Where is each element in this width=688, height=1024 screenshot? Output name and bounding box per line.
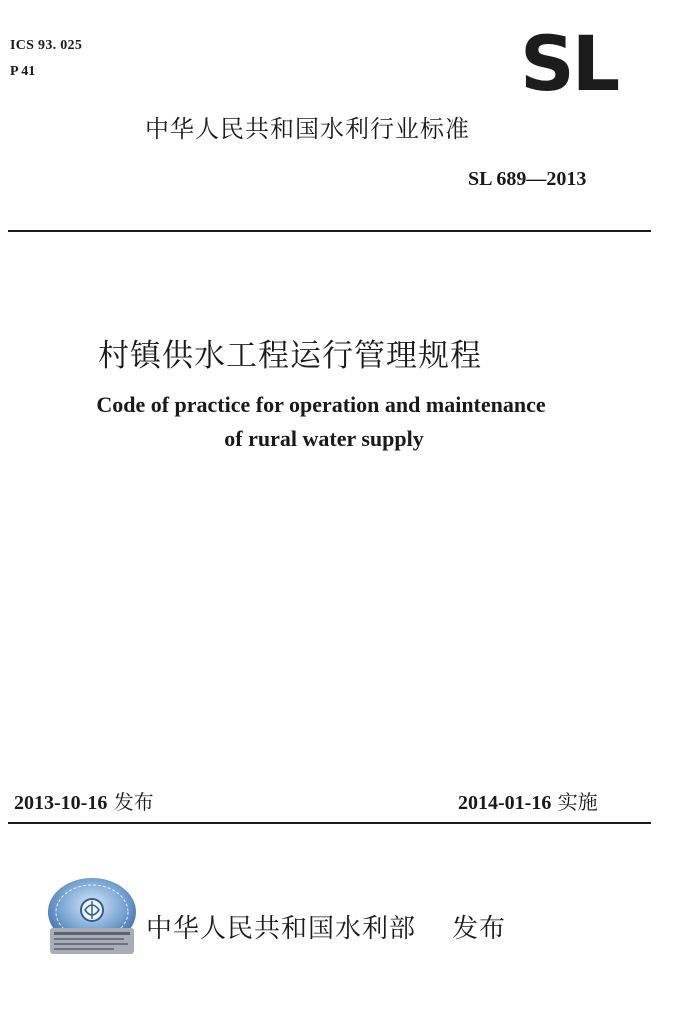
implement-label: 实施 — [557, 790, 598, 814]
ics-code: ICS 93. 025 — [10, 38, 83, 53]
bottom-divider — [8, 822, 651, 824]
standard-category-title: 中华人民共和国水利行业标准 — [145, 115, 470, 143]
issue-label: 发布 — [113, 790, 154, 814]
document-title-english-line1: Code of practice for operation and maintenance — [96, 392, 546, 417]
sl-logo — [520, 19, 640, 108]
sl-logo-text: SL — [520, 19, 618, 108]
issue-date-line — [14, 786, 154, 815]
hologram-seal-icon — [44, 876, 140, 962]
issue-date: 2013-10-16 — [14, 792, 108, 814]
ccs-code: P 41 — [10, 64, 36, 79]
publish-label: 发布 — [452, 914, 507, 944]
standard-number: SL 689—2013 — [468, 168, 587, 190]
implement-date: 2014-01-16 — [458, 792, 552, 814]
document-title-chinese: 村镇供水工程运行管理规程 — [98, 338, 482, 374]
implement-date-line — [458, 786, 598, 815]
top-divider — [8, 230, 651, 232]
publisher-name: 中华人民共和国水利部 — [146, 914, 417, 944]
document-title-english-line2: of rural water supply — [224, 426, 424, 451]
